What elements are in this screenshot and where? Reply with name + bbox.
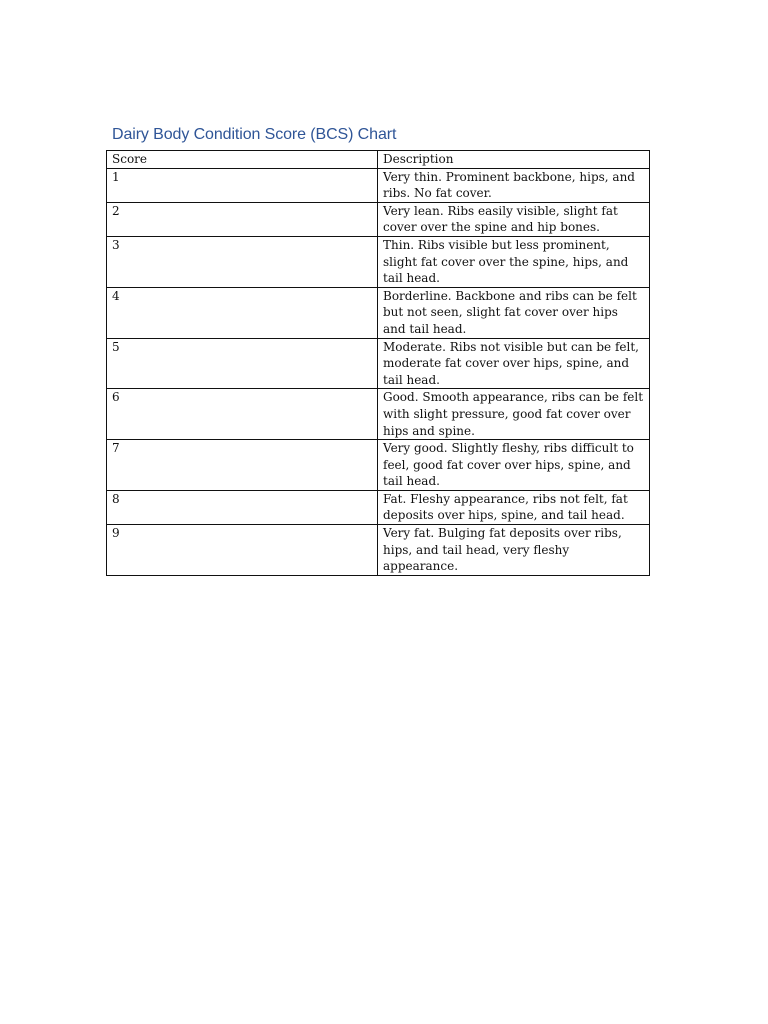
description-cell: Very good. Slightly fleshy, ribs difficult to feel, good fat cover over hips, spine, and tail head.: [378, 440, 650, 491]
score-cell: 1: [107, 168, 378, 202]
description-cell: Very lean. Ribs easily visible, slight fat cover over the spine and hip bones.: [378, 202, 650, 236]
score-cell: 7: [107, 440, 378, 491]
score-cell: 8: [107, 490, 378, 524]
table-row: [107, 168, 650, 202]
table-row: [107, 490, 650, 524]
table-row: [107, 236, 650, 287]
description-cell: Good. Smooth appearance, ribs can be felt with slight pressure, good fat cover over hips and spine.: [378, 389, 650, 440]
table-header-row: [107, 151, 650, 169]
table-row: [107, 525, 650, 576]
description-cell: Moderate. Ribs not visible but can be felt, moderate fat cover over hips, spine, and tail head.: [378, 338, 650, 389]
table-row: [107, 287, 650, 338]
score-cell: 2: [107, 202, 378, 236]
bcs-table: [106, 150, 650, 576]
column-header-description: Description: [378, 151, 650, 169]
score-cell: 5: [107, 338, 378, 389]
description-cell: Fat. Fleshy appearance, ribs not felt, fat deposits over hips, spine, and tail head.: [378, 490, 650, 524]
description-cell: Thin. Ribs visible but less prominent, slight fat cover over the spine, hips, and tail head.: [378, 236, 650, 287]
description-cell: Very thin. Prominent backbone, hips, and ribs. No fat cover.: [378, 168, 650, 202]
description-cell: Very fat. Bulging fat deposits over ribs, hips, and tail head, very fleshy appearance.: [378, 525, 650, 576]
score-cell: 3: [107, 236, 378, 287]
description-cell: Borderline. Backbone and ribs can be felt but not seen, slight fat cover over hips and tail head.: [378, 287, 650, 338]
score-cell: 9: [107, 525, 378, 576]
column-header-score: Score: [107, 151, 378, 169]
table-row: [107, 338, 650, 389]
score-cell: 4: [107, 287, 378, 338]
table-row: [107, 440, 650, 491]
table-row: [107, 202, 650, 236]
table-row: [107, 389, 650, 440]
page-title: Dairy Body Condition Score (BCS) Chart: [112, 126, 397, 143]
score-cell: 6: [107, 389, 378, 440]
